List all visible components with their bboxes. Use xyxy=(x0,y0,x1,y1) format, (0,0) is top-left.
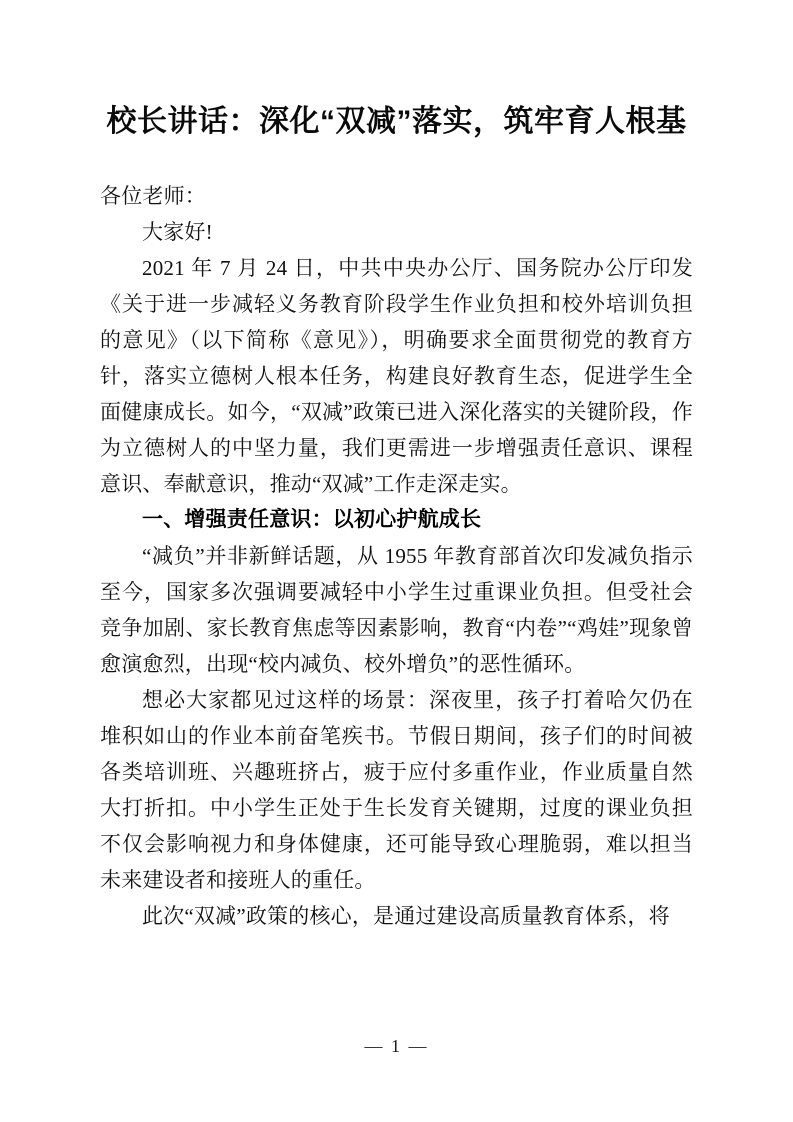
greeting: 大家好! xyxy=(142,220,213,244)
section-1-paragraph-1: “减负”并非新鲜话题，从 1955 年教育部首次印发减负指示至今，国家多次强调要减轻中小学生过重课业负担。但受社会竞争加剧、家长教育焦虑等因素影响，教育“内卷”“鸡娃”现象曾愈演愈烈，出现“校内减负、校外增负”的恶性循环。 xyxy=(100,544,693,676)
section-1-paragraph-3: 此次“双减”政策的核心，是通过建设高质量教育体系，将 xyxy=(142,904,670,928)
document-content xyxy=(100,0,693,934)
section-heading-1: 一、增强责任意识：以初心护航成长 xyxy=(142,508,482,531)
document-body xyxy=(100,178,693,934)
section-1-paragraph-2: 想必大家都见过这样的场景：深夜里，孩子打着哈欠仍在堆积如山的作业本前奋笔疾书。节假日期间，孩子们的时间被各类培训班、兴趣班挤占，疲于应付多重作业，作业质量自然大打折扣。中小学生正处于生长发育关键期，过度的课业负担不仅会影响视力和身体健康，还可能导致心理脆弱，难以担当未来建设者和接班人的重任。 xyxy=(100,688,693,892)
salutation: 各位老师： xyxy=(100,184,206,208)
intro-paragraph: 2021 年 7 月 24 日，中共中央办公厅、国务院办公厅印发《关于进一步减轻义务教育阶段学生作业负担和校外培训负担的意见》（以下简称《意见》），明确要求全面贯彻党的教育方针，落实立德树人根本任务，构建良好教育生态，促进学生全面健康成长。如今，“双减”政策已进入深化落实的关键阶段，作为立德树人的中坚力量，我们更需进一步增强责任意识、课程意识、奉献意识，推动“双减”工作走深走实。 xyxy=(100,256,693,496)
page-number-footer: — 1 — xyxy=(364,1036,429,1056)
page-title: 校长讲话：深化“双减”落实，筑牢育人根基 xyxy=(106,105,687,138)
